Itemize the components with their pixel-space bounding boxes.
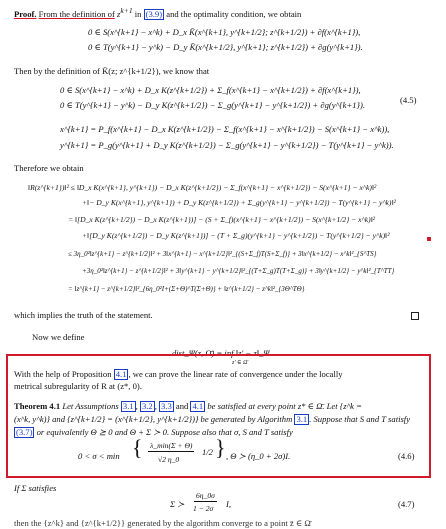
proof-in-word: in xyxy=(134,8,142,19)
eq-4-7-rhs: I, xyxy=(226,499,232,509)
theorem-line-3 xyxy=(14,427,293,438)
condition-half: 1/2 xyxy=(202,447,213,457)
residual-ineq-line-3: = ‖[D_x K(z^{k+1/2}) − D_x K(z^{k+1})] − (S + Σ_f)(x^{k+1} − x^{k+1/2}) − S(x^{k+1/2} − x^k)‖² xyxy=(68,215,376,224)
definition-eq-y: 0 ∈ T(y^{k+1} − y^k) − D_y K(z^{k+1/2}) − Σ_g(y^{k+1} − y^{k+1/2}) + ∂g(y^{k+1}). xyxy=(60,100,365,110)
para-therefore: Therefore we obtain xyxy=(14,163,84,173)
para-if: If Σ satisfies xyxy=(14,483,57,493)
theorem-line-2 xyxy=(14,414,410,425)
condition-left-brace: { xyxy=(132,435,143,460)
equation-number-4-5: (4.5) xyxy=(400,95,417,105)
theorem-text-c2: . Suppose that S and T satisfy xyxy=(309,414,411,424)
residual-ineq-line-6: +3η_0²‖z^{k+1} − z^{k+1/2}‖² + 3‖y^{k+1} − y^{k+1/2}‖²_{(T+Σ_g)T(T+Σ_g)} + 3‖y^{k+1/2} − y^k‖²_{T^TT} xyxy=(82,267,395,275)
qed-square-icon xyxy=(411,312,419,320)
box-para-help-text: With the help of Proposition xyxy=(14,369,112,379)
theorem-text-d: or equivalently Θ ⪰ 0 and Θ + Σ ≻ 0. Suppose also that σ, S and T satisfy xyxy=(36,427,293,437)
proof-intro-tail: and the optimality condition, we obtain xyxy=(166,8,302,19)
proof-label: Proof. xyxy=(14,8,37,19)
distance-inf-subscript: z' ∈ Ω̄ xyxy=(232,360,248,366)
theorem-line-1: Theorem 4.1 Let Assumptions 3.1 , 3.2 , 3.3 and 4.1 be satisfied at every point z* ∈ Ω̄. Let {z^k = xyxy=(14,401,362,411)
theorem-text-a: Let Assumptions xyxy=(62,401,119,411)
box-para-help-text-2: , we can prove the linear rate of convergence under the locally xyxy=(128,369,343,379)
theorem-text-c: (x^k, y^k)} and {z^{k+1/2} = (x^{k+1/2}, y^{k+1/2})} be generated by Algorithm xyxy=(14,414,293,424)
margin-red-marker xyxy=(427,237,431,241)
proof-variable: $z^{k+1}$ xyxy=(116,6,133,19)
residual-ineq-line-4: +‖[D_y K(z^{k+1/2}) − D_y K(z^{k+1})] − (T + Σ_g)(y^{k+1} − y^{k+1/2}) − T(y^{k+1/2} − y^k)‖² xyxy=(82,231,390,240)
para-then: Then by the definition of K̄(z; z^{k+1/2}), we know that xyxy=(14,66,210,76)
condition-frac-denominator: √2 η_0 xyxy=(158,455,180,464)
ref-prop-4-1-link[interactable]: 4.1 xyxy=(115,369,127,379)
para-define: Now we define xyxy=(32,332,85,342)
prox-eq-y: y^{k+1} = P_g(y^{k+1} + D_y K(z^{k+1/2}) − Σ_g(y^{k+1} − y^{k+1/2}) − T(y^{k+1} − y^k)). xyxy=(60,140,394,150)
ref-assumption-3-3-link[interactable]: 3.3 xyxy=(161,401,172,411)
box-para-help-line-2: metrical subregularity of R at (z*, 0). xyxy=(14,381,142,391)
box-para-help xyxy=(14,369,343,380)
optimality-eq-x: 0 ∈ S(x^{k+1} − x^k) + D_x K̄(x^{k+1}, y^{k+1/2}; z^{k+1/2}) + ∂f(x^{k+1}), xyxy=(88,27,361,37)
para-bottom-cutoff: then the {z^k} and {z^{k+1/2}} generated by the algorithm converge to a point z̄ ∈ Ω̄ xyxy=(14,518,311,528)
theorem-text-b: be satisfied at every point z* ∈ Ω̄. Let {z^k = xyxy=(207,401,362,411)
ref-assumption-3-1-link[interactable]: 3.1 xyxy=(122,401,134,411)
eq-4-7-lhs: Σ ≻ xyxy=(170,499,185,509)
proof-intro-text: From the definition of xyxy=(38,8,115,19)
residual-ineq-line-5: ≤ 3η_0²‖z^{k+1} − z^{k+1/2}‖² + 3‖x^{k+1} − x^{k+1/2}‖²_{(S+Σ_f)T(S+Σ_f)} + 3‖x^{k+1/2} − x^k‖²_{S^TS} xyxy=(68,250,377,258)
ref-assumption-3-2-link[interactable]: 3.2 xyxy=(141,401,153,411)
equation-number-4-7: (4.7) xyxy=(398,499,415,509)
prox-eq-x: x^{k+1} = P_f(x^{k+1} − D_x K(z^{k+1/2}) − Σ_f(x^{k+1} − x^{k+1/2}) − S(x^{k+1} − x^k)), xyxy=(60,124,390,134)
ref-algorithm-3-1-link[interactable]: 3.1 xyxy=(296,414,308,424)
para-implies: which implies the truth of the statement. xyxy=(14,310,153,320)
residual-ineq-line-2: +‖− D_y K(x^{k+1}, y^{k+1}) + D_y K(z^{k+1/2}) + Σ_g(y^{k+1} − y^{k+1/2}) − T(y^{k+1} − y^k)‖² xyxy=(82,198,396,207)
residual-ineq-line-7: = ‖z^{k+1} − z^{k+1/2}‖²_{6η_0²I+(Σ+Θ)^T(Σ+Θ)} + ‖z^{k+1/2} − z^k‖²_{3Θ^TΘ} xyxy=(68,285,305,293)
eq-4-7-numerator: 6η_0σ xyxy=(196,491,215,500)
equation-number-4-6: (4.6) xyxy=(398,451,415,461)
proof-intro xyxy=(14,7,301,20)
eq-4-7-denominator: 1 − 2σ xyxy=(193,504,214,513)
ref-eq-3-7-link[interactable]: (3.7) xyxy=(16,427,33,437)
ref-3-9-link[interactable]: (3.9) xyxy=(145,8,163,19)
distance-definition-eq: dist_Ψ(z, Ω̄) = inf ‖z' − z‖_Ψ. xyxy=(172,348,272,358)
definition-eq-x: 0 ∈ S(x^{k+1} − x^k) + D_x K(z^{k+1/2}) + Σ_f(x^{k+1} − x^{k+1/2}) + ∂f(x^{k+1}), xyxy=(60,85,361,95)
optimality-eq-y: 0 ∈ T(y^{k+1} − y^k) − D_y K̄(x^{k+1/2}, y^{k+1}; z^{k+1/2}) + ∂g(y^{k+1}). xyxy=(88,42,363,52)
condition-frac-numerator: λ_min(Σ + Θ) xyxy=(150,441,193,450)
theorem-label: Theorem 4.1 xyxy=(14,401,61,411)
residual-ineq-line-1: ‖R(z^{k+1})‖² ≤ ‖D_x K(x^{k+1}, y^{k+1}) − D_x K(z^{k+1/2}) − Σ_f(x^{k+1} − x^{k+1/2}) − S(x^{k+1} − x^k)‖² xyxy=(28,183,377,192)
condition-rhs: , Θ ≻ (η_0 + 2σ)I. xyxy=(226,451,291,461)
condition-lhs: 0 < σ < min xyxy=(78,451,120,461)
condition-right-brace: } xyxy=(215,435,226,460)
ref-assumption-4-1-link[interactable]: 4.1 xyxy=(192,401,204,411)
